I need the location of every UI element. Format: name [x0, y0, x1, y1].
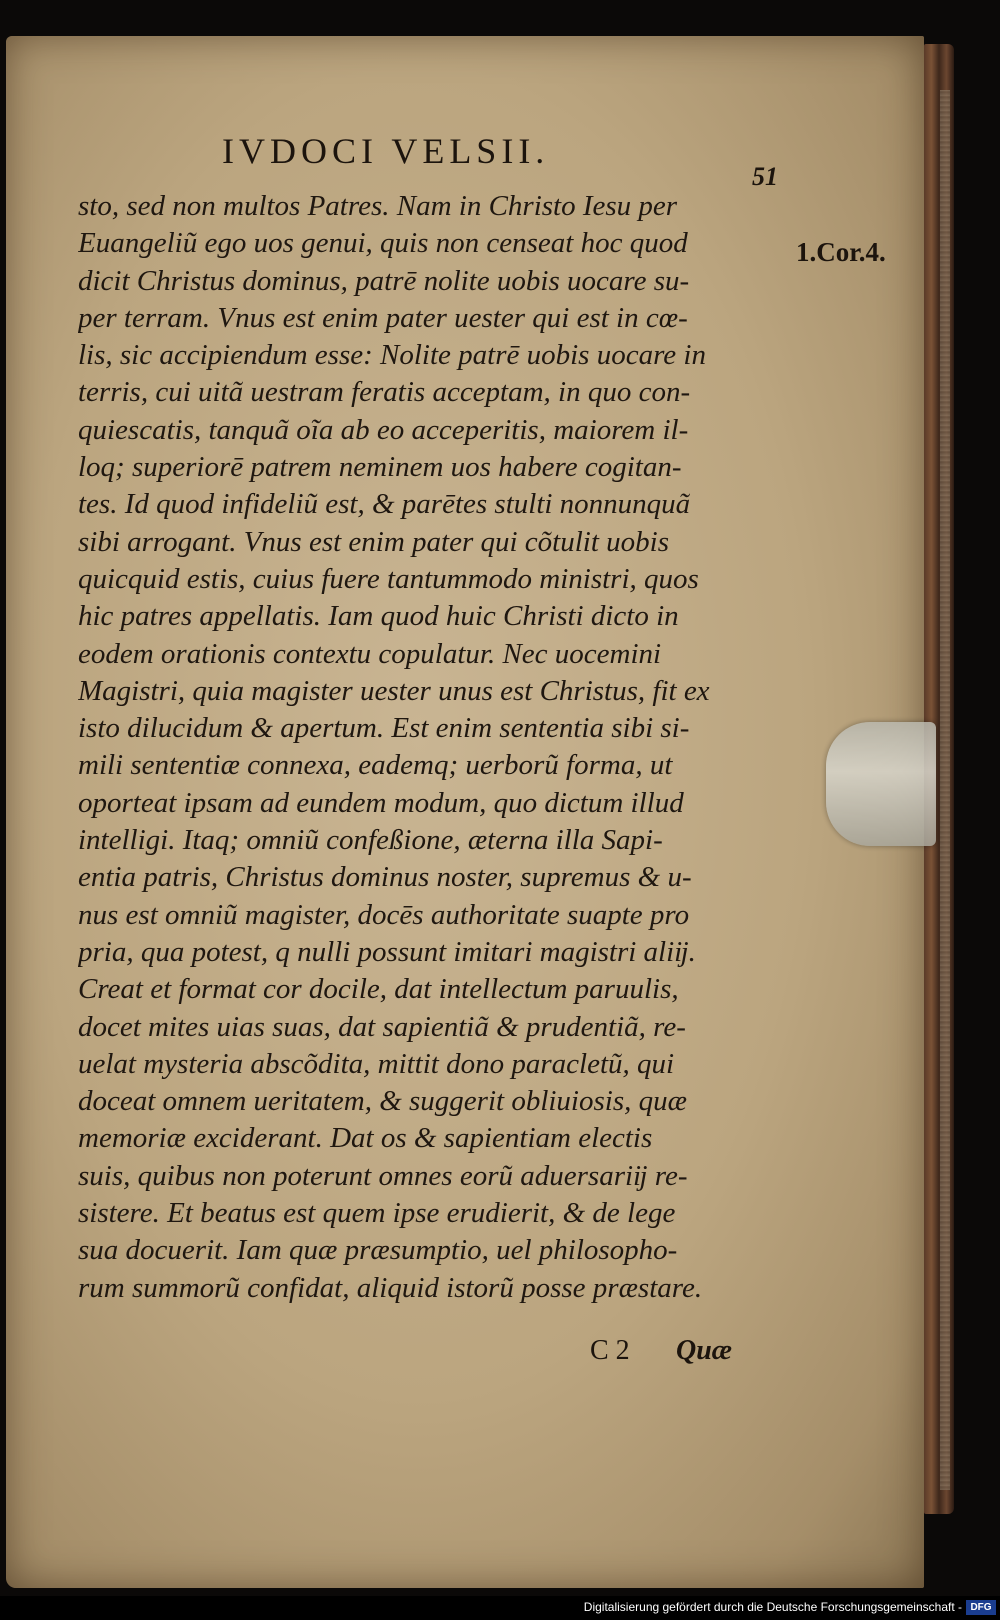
text-line: eodem orationis contextu copulatur. Nec uocemini — [78, 637, 662, 670]
text-line: entia patris, Christus dominus noster, supremus & u- — [78, 861, 692, 894]
text-line: Magistri, quia magister uester unus est Christus, fit ex — [78, 674, 710, 707]
text-line: hic patres appellatis. Iam quod huic Christi dicto in — [78, 600, 679, 633]
text-line: lis, sic accipiendum esse: Nolite patrē uobis uocare in — [78, 339, 706, 372]
funding-credit: Digitalisierung gefördert durch die Deutsche Forschungsgemeinschaft - — [583, 1600, 962, 1614]
text-line: memoriæ exciderant. Dat os & sapientiam electis — [78, 1122, 653, 1155]
running-title: IVDOCI VELSII. — [222, 131, 550, 171]
page-number: 51 — [752, 162, 778, 191]
text-line: sibi arrogant. Vnus est enim pater qui cõtulit uobis — [78, 525, 670, 558]
text-line: Creat et format cor docile, dat intellectum paruulis, — [78, 973, 679, 1006]
page-clip — [826, 722, 936, 846]
text-line: Euangeliũ ego uos genui, quis non censeat hoc quod — [78, 227, 688, 260]
margin-note: 1.Cor.4. — [796, 237, 886, 267]
text-line: suis, quibus non poterunt omnes eorũ aduersariĳ re- — [78, 1159, 688, 1192]
dfg-logo: DFG — [966, 1600, 996, 1615]
text-line: dicit Christus dominus, patrē nolite uobis uocare su- — [78, 264, 690, 297]
text-line: terris, cui uitã uestram feratis acceptam, in quo con- — [78, 376, 691, 409]
catchword: Quæ — [676, 1335, 733, 1366]
text-line: pria, qua potest, q nulli possunt imitari magistri aliĳ. — [78, 935, 696, 968]
body-text — [78, 188, 798, 1307]
text-line: nus est omniũ magister, docēs authoritate suapte pro — [78, 898, 690, 931]
footer-bar — [0, 1596, 1000, 1620]
text-line: sistere. Et beatus est quem ipse erudierit, & de lege — [78, 1197, 676, 1230]
text-line: sua docuerit. Iam quæ præsumptio, uel philosopho- — [78, 1234, 678, 1267]
text-line: oporteat ipsam ad eundem modum, quo dictum illud — [78, 786, 684, 819]
text-line: tes. Id quod infideliũ est, & parētes stulti nonnunquã — [78, 488, 691, 521]
text-line: isto dilucidum & apertum. Est enim sententia sibi si- — [78, 712, 690, 745]
text-line: intelligi. Itaq; omniũ confeßione, æterna illa Sapi- — [78, 824, 663, 857]
text-line: rum summorũ confidat, aliquid istorũ posse præstare. — [78, 1271, 703, 1304]
text-line: mili sententiæ connexa, eademq; uerborũ forma, ut — [78, 749, 673, 782]
text-line: quicquid estis, cuius fuere tantummodo ministri, quos — [78, 562, 699, 595]
text-line: docet mites uias suas, dat sapientiã & prudentiã, re- — [78, 1010, 686, 1043]
text-line: sto, sed non multos Patres. Nam in Christo Iesu per — [78, 190, 678, 222]
page-edges — [940, 90, 950, 1490]
text-line: uelat mysteria abscõdita, mittit dono paracletũ, qui — [78, 1047, 675, 1080]
text-line: loq; superiorē patrem neminem uos habere cogitan- — [78, 451, 682, 484]
text-line: doceat omnem ueritatem, & suggerit obliuiosis, quæ — [78, 1085, 687, 1118]
text-line: quiescatis, tanquã oĩa ab eo acceperitis, maiorem il- — [78, 413, 689, 446]
signature-mark: C 2 — [590, 1335, 630, 1366]
text-line: per terram. Vnus est enim pater uester qui est in cœ- — [78, 301, 688, 334]
